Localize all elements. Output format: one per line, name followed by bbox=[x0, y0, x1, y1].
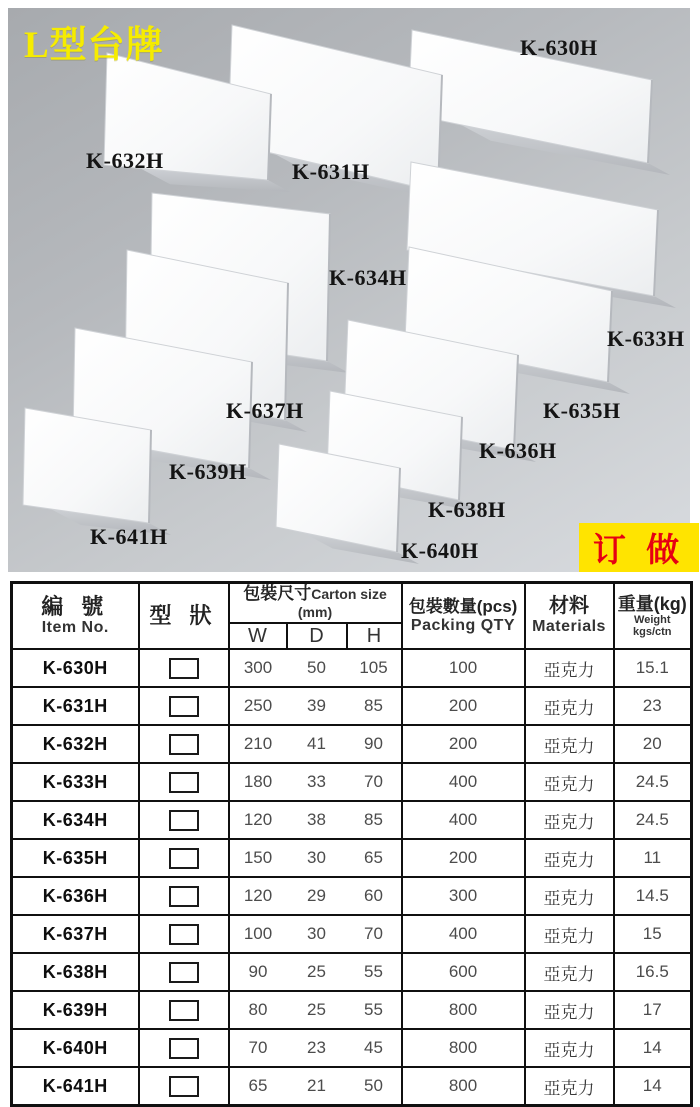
packing-qty-cell: 800 bbox=[402, 991, 525, 1029]
table-row bbox=[12, 801, 692, 839]
carton-width-cell: 90 bbox=[229, 953, 287, 991]
weight-cell: 23 bbox=[614, 687, 692, 725]
carton-depth-cell: 30 bbox=[287, 915, 347, 953]
material-cell: 亞克力 bbox=[525, 687, 614, 725]
product-label: K-639H bbox=[169, 459, 247, 484]
product-label: K-634H bbox=[329, 265, 407, 290]
carton-depth-cell: 50 bbox=[287, 649, 347, 687]
item-no-cell: K-635H bbox=[12, 839, 139, 877]
carton-depth-cell: 25 bbox=[287, 991, 347, 1029]
product-label: K-638H bbox=[428, 497, 506, 522]
table-row bbox=[12, 953, 692, 991]
packing-qty-cell: 200 bbox=[402, 725, 525, 763]
carton-depth-cell: 21 bbox=[287, 1067, 347, 1106]
material-cell: 亞克力 bbox=[525, 1067, 614, 1106]
packing-qty-cell: 400 bbox=[402, 801, 525, 839]
material-cell: 亞克力 bbox=[525, 763, 614, 801]
item-no-cell: K-639H bbox=[12, 991, 139, 1029]
item-no-cell: K-640H bbox=[12, 1029, 139, 1067]
carton-height-cell: 45 bbox=[347, 1029, 402, 1067]
item-no-zh: 編 號 bbox=[41, 593, 110, 619]
col-header-h: H bbox=[347, 623, 402, 649]
carton-height-cell: 55 bbox=[347, 953, 402, 991]
material-cell: 亞克力 bbox=[525, 649, 614, 687]
col-header-carton-size bbox=[229, 583, 402, 624]
product-label: K-633H bbox=[607, 326, 685, 351]
shape-cell bbox=[139, 1029, 229, 1067]
shape-cell bbox=[139, 991, 229, 1029]
table-row bbox=[12, 1067, 692, 1106]
shape-icon bbox=[169, 962, 199, 983]
carton-width-cell: 180 bbox=[229, 763, 287, 801]
shape-cell bbox=[139, 687, 229, 725]
shape-icon bbox=[169, 696, 199, 717]
carton-depth-cell: 30 bbox=[287, 839, 347, 877]
item-no-cell: K-630H bbox=[12, 649, 139, 687]
weight-en: Weight kgs/ctn bbox=[633, 614, 672, 639]
spec-table-header bbox=[12, 583, 692, 650]
product-label: K-635H bbox=[543, 398, 621, 423]
table-row bbox=[12, 915, 692, 953]
packing-qty-cell: 200 bbox=[402, 839, 525, 877]
product-label: K-640H bbox=[401, 538, 479, 563]
carton-width-cell: 300 bbox=[229, 649, 287, 687]
carton-height-cell: 90 bbox=[347, 725, 402, 763]
carton-height-cell: 60 bbox=[347, 877, 402, 915]
table-row bbox=[12, 763, 692, 801]
carton-depth-cell: 38 bbox=[287, 801, 347, 839]
weight-cell: 14 bbox=[614, 1029, 692, 1067]
shape-cell bbox=[139, 839, 229, 877]
carton-depth-cell: 39 bbox=[287, 687, 347, 725]
carton-height-cell: 70 bbox=[347, 763, 402, 801]
product-label: K-637H bbox=[226, 398, 304, 423]
carton-en: Carton size (mm) bbox=[297, 586, 387, 620]
table-row bbox=[12, 877, 692, 915]
item-no-cell: K-631H bbox=[12, 687, 139, 725]
material-cell: 亞克力 bbox=[525, 991, 614, 1029]
weight-cell: 24.5 bbox=[614, 801, 692, 839]
table-row bbox=[12, 991, 692, 1029]
qty-en: Packing QTY bbox=[410, 616, 516, 634]
shape-zh: 型 狀 bbox=[149, 602, 218, 628]
carton-width-cell: 100 bbox=[229, 915, 287, 953]
shape-cell bbox=[139, 915, 229, 953]
table-row bbox=[12, 687, 692, 725]
weight-zh: 重量(kg) bbox=[617, 593, 687, 614]
product-label: K-631H bbox=[292, 159, 370, 184]
packing-qty-cell: 400 bbox=[402, 915, 525, 953]
carton-width-cell: 80 bbox=[229, 991, 287, 1029]
item-no-cell: K-641H bbox=[12, 1067, 139, 1106]
shape-icon bbox=[169, 810, 199, 831]
weight-cell: 15 bbox=[614, 915, 692, 953]
col-header-packing-qty bbox=[402, 583, 525, 650]
material-cell: 亞克力 bbox=[525, 801, 614, 839]
item-no-cell: K-637H bbox=[12, 915, 139, 953]
material-cell: 亞克力 bbox=[525, 725, 614, 763]
carton-height-cell: 70 bbox=[347, 915, 402, 953]
shape-icon bbox=[169, 848, 199, 869]
qty-zh: 包裝數量(pcs) bbox=[408, 597, 518, 617]
col-header-w: W bbox=[229, 623, 287, 649]
carton-width-cell: 120 bbox=[229, 801, 287, 839]
product-photo-area bbox=[8, 8, 690, 572]
shape-cell bbox=[139, 725, 229, 763]
packing-qty-cell: 400 bbox=[402, 763, 525, 801]
carton-height-cell: 105 bbox=[347, 649, 402, 687]
weight-cell: 16.5 bbox=[614, 953, 692, 991]
spec-table-area bbox=[10, 581, 690, 1107]
product-label: K-630H bbox=[520, 35, 598, 60]
shape-icon bbox=[169, 1038, 199, 1059]
shape-cell bbox=[139, 953, 229, 991]
spec-table bbox=[10, 581, 693, 1107]
table-row bbox=[12, 839, 692, 877]
materials-zh: 材料 bbox=[549, 595, 590, 618]
carton-depth-cell: 25 bbox=[287, 953, 347, 991]
carton-width-cell: 250 bbox=[229, 687, 287, 725]
carton-depth-cell: 29 bbox=[287, 877, 347, 915]
carton-height-cell: 85 bbox=[347, 687, 402, 725]
col-header-d: D bbox=[287, 623, 347, 649]
shape-icon bbox=[169, 1000, 199, 1021]
weight-cell: 17 bbox=[614, 991, 692, 1029]
packing-qty-cell: 300 bbox=[402, 877, 525, 915]
packing-qty-cell: 100 bbox=[402, 649, 525, 687]
weight-cell: 14 bbox=[614, 1067, 692, 1106]
carton-width-cell: 210 bbox=[229, 725, 287, 763]
col-header-shape bbox=[139, 583, 229, 650]
item-no-cell: K-633H bbox=[12, 763, 139, 801]
weight-cell: 24.5 bbox=[614, 763, 692, 801]
item-no-cell: K-632H bbox=[12, 725, 139, 763]
shape-cell bbox=[139, 1067, 229, 1106]
material-cell: 亞克力 bbox=[525, 877, 614, 915]
shape-icon bbox=[169, 924, 199, 945]
carton-depth-cell: 23 bbox=[287, 1029, 347, 1067]
packing-qty-cell: 600 bbox=[402, 953, 525, 991]
weight-cell: 14.5 bbox=[614, 877, 692, 915]
material-cell: 亞克力 bbox=[525, 1029, 614, 1067]
material-cell: 亞克力 bbox=[525, 953, 614, 991]
carton-height-cell: 50 bbox=[347, 1067, 402, 1106]
shape-icon bbox=[169, 734, 199, 755]
carton-width-cell: 150 bbox=[229, 839, 287, 877]
col-header-materials bbox=[525, 583, 614, 650]
product-label: K-632H bbox=[86, 148, 164, 173]
item-no-en: Item No. bbox=[41, 618, 109, 636]
carton-height-cell: 55 bbox=[347, 991, 402, 1029]
shape-cell bbox=[139, 877, 229, 915]
col-header-item-no bbox=[12, 583, 139, 650]
shape-cell bbox=[139, 763, 229, 801]
carton-height-cell: 65 bbox=[347, 839, 402, 877]
shape-icon bbox=[169, 886, 199, 907]
packing-qty-cell: 800 bbox=[402, 1029, 525, 1067]
materials-en: Materials bbox=[532, 618, 606, 636]
product-label: K-641H bbox=[90, 524, 168, 549]
item-no-cell: K-638H bbox=[12, 953, 139, 991]
item-no-cell: K-636H bbox=[12, 877, 139, 915]
shape-icon bbox=[169, 1076, 199, 1097]
carton-depth-cell: 41 bbox=[287, 725, 347, 763]
shape-icon bbox=[169, 658, 199, 679]
packing-qty-cell: 800 bbox=[402, 1067, 525, 1106]
weight-cell: 11 bbox=[614, 839, 692, 877]
material-cell: 亞克力 bbox=[525, 839, 614, 877]
table-row bbox=[12, 1029, 692, 1067]
shape-cell bbox=[139, 649, 229, 687]
carton-width-cell: 65 bbox=[229, 1067, 287, 1106]
carton-width-cell: 70 bbox=[229, 1029, 287, 1067]
carton-height-cell: 85 bbox=[347, 801, 402, 839]
carton-depth-cell: 33 bbox=[287, 763, 347, 801]
table-row bbox=[12, 725, 692, 763]
product-label: K-636H bbox=[479, 438, 557, 463]
packing-qty-cell: 200 bbox=[402, 687, 525, 725]
weight-cell: 15.1 bbox=[614, 649, 692, 687]
carton-width-cell: 120 bbox=[229, 877, 287, 915]
weight-cell: 20 bbox=[614, 725, 692, 763]
shape-icon bbox=[169, 772, 199, 793]
page-title: L型台牌 bbox=[24, 25, 164, 66]
carton-zh: 包裝尺寸 bbox=[243, 584, 312, 603]
shape-cell bbox=[139, 801, 229, 839]
col-header-weight bbox=[614, 583, 692, 650]
material-cell: 亞克力 bbox=[525, 915, 614, 953]
item-no-cell: K-634H bbox=[12, 801, 139, 839]
custom-order-badge: 订 做 bbox=[579, 523, 699, 572]
table-row bbox=[12, 649, 692, 687]
